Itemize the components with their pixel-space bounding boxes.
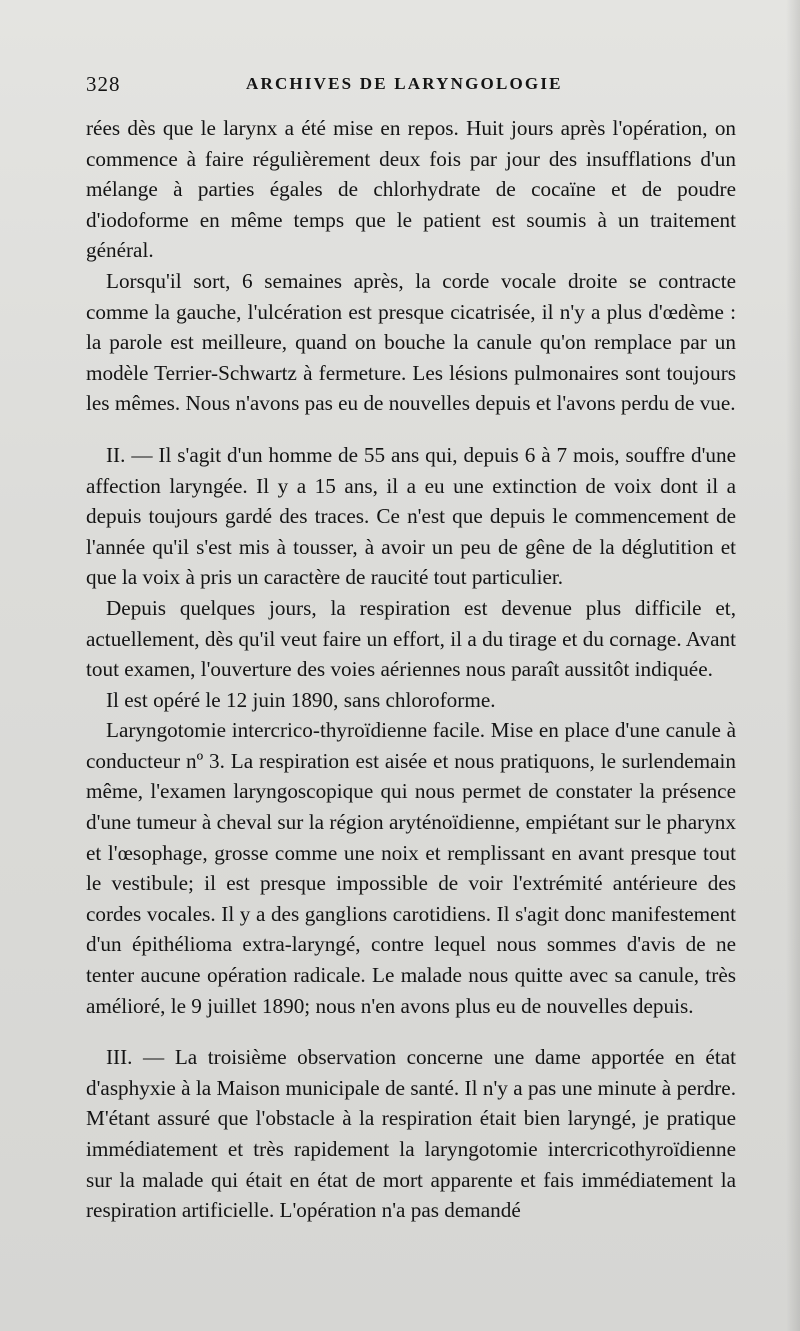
- journal-title: ARCHIVES DE LARYNGOLOGIE: [246, 74, 563, 93]
- page-body: [86, 113, 736, 1226]
- paragraph-observation-iii: III. — La troisième observation concerne une dame apportée en état d'asphyxie à la Maison municipale de santé. Il n'y a pas une minute à perdre. M'étant assuré que l'obstacle à la respiration était bien laryngé, je pratique immédiatement et très rapidement la laryngotomie intercricothyroïdienne sur la malade qui était en état de mort apparente et fais immédiatement la respiration artificielle. L'opération n'a pas demandé: [86, 1045, 736, 1223]
- running-header: [86, 72, 734, 104]
- paragraph: Lorsqu'il sort, 6 semaines après, la corde vocale droite se contracte comme la gauche, l'ulcération est presque cicatrisée, il n'y a plus d'œdème : la parole est meilleure, quand on bouche la canule qu'on remplace par un modèle Terrier-Schwartz à fermeture. Les lésions pulmonaires sont toujours les mêmes. Nous n'avons pas eu de nouvelles depuis et l'avons perdu de vue.: [86, 268, 736, 416]
- paragraph-observation-ii: II. — Il s'agit d'un homme de 55 ans qui, depuis 6 à 7 mois, souffre d'une affection laryngée. Il y a 15 ans, il a eu une extinction de voix dont il a depuis toujours gardé des traces. Ce n'est que depuis le commencement de l'année qu'il s'est mis à tousser, à avoir un peu de gêne de la déglutition et que la voix à pris un caractère de raucité tout particulier.: [86, 442, 736, 590]
- page-number: 328: [86, 72, 121, 96]
- paragraph-continuation: rées dès que le larynx a été mise en repos. Huit jours après l'opération, on commence à faire régulièrement deux fois par jour des insufflations d'un mélange à parties égales de chlorhydrate de cocaïne et de poudre d'iodoforme en même temps que le patient est soumis à un traitement général.: [86, 116, 736, 263]
- paragraph: Depuis quelques jours, la respiration est devenue plus difficile et, actuellement, dès qu'il veut faire un effort, il a du tirage et du cornage. Avant tout examen, l'ouverture des voies aériennes nous paraît aussitôt indiquée.: [86, 595, 736, 682]
- paragraph: Laryngotomie intercrico-thyroïdienne facile. Mise en place d'une canule à conducteur nº 3. La respiration est aisée et nous pratiquons, le surlendemain même, l'examen laryngoscopique qui nous permet de constater la présence d'une tumeur à cheval sur la région aryténoïdienne, empiétant sur le pharynx et l'œsophage, grosse comme une noix et remplissant en avant presque tout le vestibule; il est presque impossible de voir l'extrémité antérieure des cordes vocales. Il y a des ganglions carotidiens. Il s'agit donc manifestement d'un épithélioma extra-laryngé, contre lequel nous sommes d'avis de ne tenter aucune opération radicale. Le malade nous quitte avec sa canule, très amélioré, le 9 juillet 1890; nous n'en avons plus eu de nouvelles depuis.: [86, 718, 736, 1018]
- page-edge-shadow: [786, 0, 800, 1331]
- paragraph: Il est opéré le 12 juin 1890, sans chloroforme.: [106, 687, 496, 712]
